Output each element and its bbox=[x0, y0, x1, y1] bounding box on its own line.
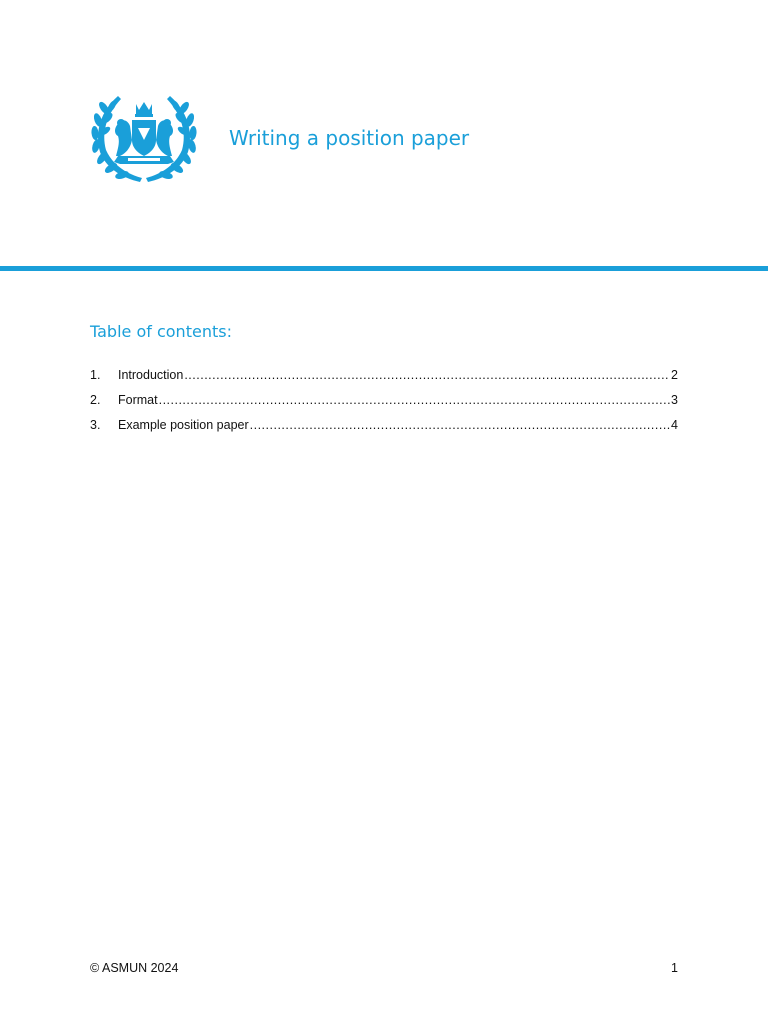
toc-item-example-position-paper[interactable] bbox=[90, 418, 678, 443]
toc-dot-leader bbox=[250, 418, 670, 432]
un-laurel-crest-icon bbox=[88, 90, 200, 186]
footer-copyright: © ASMUN 2024 bbox=[90, 961, 179, 975]
toc-item-label: Example position paper bbox=[118, 418, 249, 432]
toc-item-page: 4 bbox=[671, 418, 678, 432]
toc-dot-leader bbox=[159, 393, 670, 407]
document-title: Writing a position paper bbox=[229, 126, 470, 150]
toc-item-format[interactable] bbox=[90, 393, 678, 418]
toc-item-number: 3. bbox=[90, 418, 101, 432]
table-of-contents bbox=[90, 368, 678, 443]
toc-item-page: 3 bbox=[671, 393, 678, 407]
footer-page-number: 1 bbox=[671, 961, 678, 975]
toc-heading: Table of contents: bbox=[90, 322, 232, 341]
header-divider bbox=[0, 266, 768, 271]
toc-item-number: 1. bbox=[90, 368, 101, 382]
toc-item-label: Format bbox=[118, 393, 158, 407]
toc-item-page: 2 bbox=[671, 368, 678, 382]
toc-dot-leader bbox=[184, 368, 670, 382]
toc-item-number: 2. bbox=[90, 393, 101, 407]
toc-item-introduction[interactable] bbox=[90, 368, 678, 393]
toc-item-label: Introduction bbox=[118, 368, 184, 382]
